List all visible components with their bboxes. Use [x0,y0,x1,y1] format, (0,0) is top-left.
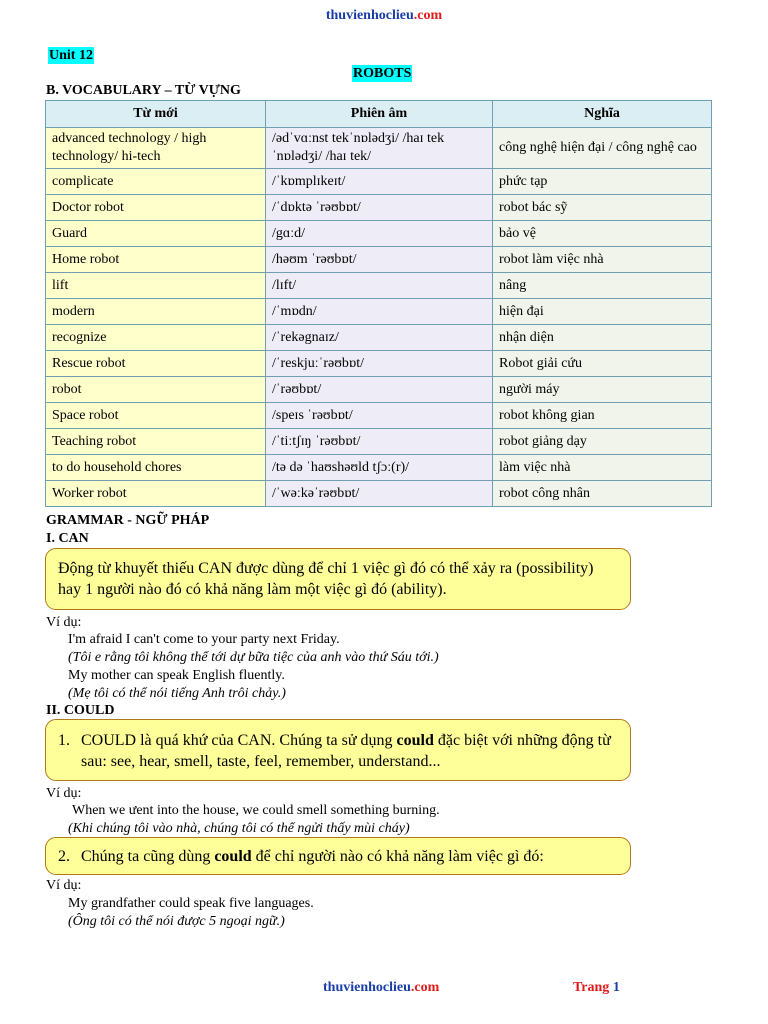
table-row [46,377,712,403]
rule-text: để chỉ người nào có khả năng làm việc gì đó: [251,848,544,865]
phonetic-cell: /ˈtiːtʃɪŋ ˈrəʊbɒt/ [266,429,493,455]
word-cell: lift [46,273,266,299]
phonetic-cell: /ədˈvɑːnst tekˈnɒlədʒi/ /haɪ tek ˈnɒlədʒi/ /haɪ tek/ [266,128,493,169]
page-label: Trang [573,980,613,995]
meaning-cell: robot làm việc nhà [493,247,712,273]
meaning-cell: bảo vệ [493,221,712,247]
word-cell: recognize [46,325,266,351]
meaning-cell: làm việc nhà [493,455,712,481]
phonetic-cell: /ˈwəːkəˈrəʊbɒt/ [266,481,493,507]
word-cell: Guard [46,221,266,247]
meaning-cell: nâng [493,273,712,299]
word-cell: Space robot [46,403,266,429]
page-number [573,980,620,996]
rule-keyword: could [396,732,434,749]
table-row [46,351,712,377]
site-name-part: thuvienhoclieu [323,980,411,995]
table-row [46,169,712,195]
phonetic-cell: /ˈrekəgnaɪz/ [266,325,493,351]
word-cell: advanced technology / high technology/ hi-tech [46,128,266,169]
header-site-name[interactable] [0,8,768,24]
word-cell: complicate [46,169,266,195]
word-cell: to do household chores [46,455,266,481]
table-row [46,247,712,273]
phonetic-cell: /ˈreskjuːˈrəʊbɒt/ [266,351,493,377]
table-header-row [46,101,712,128]
could-rule-box-2 [45,837,631,875]
word-cell: robot [46,377,266,403]
table-row [46,128,712,169]
example-label: Ví dụ: [46,878,82,893]
example-translation: (Mẹ tôi có thể nói tiếng Anh trôi chảy.) [68,686,286,701]
table-row [46,325,712,351]
can-definition-box [45,548,631,610]
word-cell: Doctor robot [46,195,266,221]
vocabulary-table [45,100,712,507]
list-number: 1. [58,732,70,749]
table-row [46,273,712,299]
phonetic-cell: /tə də ˈhaʊshəʊld tʃɔː(r)/ [266,455,493,481]
list-number: 2. [58,848,70,865]
phonetic-cell: /lɪft/ [266,273,493,299]
footer-site-name[interactable] [323,980,439,996]
vocabulary-heading: B. VOCABULARY – TỪ VỰNG [46,83,241,98]
column-header: Phiên âm [266,101,493,128]
word-cell: modern [46,299,266,325]
word-cell: Rescue robot [46,351,266,377]
meaning-cell: người máy [493,377,712,403]
example-label: Ví dụ: [46,786,82,801]
table-row [46,403,712,429]
phonetic-cell: /həʊm ˈrəʊbɒt/ [266,247,493,273]
meaning-cell: hiện đại [493,299,712,325]
meaning-cell: robot không gian [493,403,712,429]
could-rule-box-1 [45,719,631,781]
rule-text: đặc biệt với những động từ sau: see, hear, smell, taste, feel, remember, understand... [81,732,611,770]
rule-keyword: could [214,848,252,865]
site-domain-part: .com [410,980,440,995]
table-row [46,429,712,455]
rule-text: COULD là quá khứ của CAN. Chúng ta sử dụng [81,732,397,749]
page-title: ROBOTS [353,66,412,81]
site-name-part: thuvienhoclieu [325,8,414,23]
table-row [46,455,712,481]
example-translation: (Tôi e rằng tôi không thể tới dự bữa tiệc của anh vào thứ Sáu tới.) [68,650,439,665]
word-cell: Home robot [46,247,266,273]
column-header: Từ mới [46,101,266,128]
example-label: Ví dụ: [46,615,82,630]
phonetic-cell: /ˈmɒdn/ [266,299,493,325]
phonetic-cell: /ˈdɒktə ˈrəʊbɒt/ [266,195,493,221]
table-row [46,195,712,221]
example-sentence: When we ưent into the house, we could smell something burning. [72,803,440,818]
meaning-cell: robot giảng dạy [493,429,712,455]
phonetic-cell: /ˈrəʊbɒt/ [266,377,493,403]
unit-label: Unit 12 [49,48,93,63]
phonetic-cell: /speɪs ˈrəʊbɒt/ [266,403,493,429]
example-translation: (Ông tôi có thể nói được 5 ngoại ngữ.) [68,914,285,929]
word-cell: Worker robot [46,481,266,507]
meaning-cell: công nghệ hiện đại / công nghệ cao [493,128,712,169]
table-row [46,221,712,247]
section-could-heading: II. COULD [46,703,115,718]
table-row [46,481,712,507]
meaning-cell: Robot giải cứu [493,351,712,377]
meaning-cell: robot bác sỹ [493,195,712,221]
phonetic-cell: /ˈkɒmplɪkeɪt/ [266,169,493,195]
page-number-value: 1 [612,980,620,995]
rule-text: Chúng ta cũng dùng [81,848,215,865]
example-sentence: My mother can speak English fluently. [68,668,285,683]
meaning-cell: robot công nhân [493,481,712,507]
grammar-heading: GRAMMAR - NGỮ PHÁP [46,513,210,528]
word-cell: Teaching robot [46,429,266,455]
table-row [46,299,712,325]
site-domain-part: .com [413,8,443,23]
column-header: Nghĩa [493,101,712,128]
phonetic-cell: /gɑːd/ [266,221,493,247]
example-sentence: My grandfather could speak five languages. [68,896,314,911]
example-sentence: I'm afraid I can't come to your party next Friday. [68,632,340,647]
meaning-cell: phức tạp [493,169,712,195]
meaning-cell: nhận diện [493,325,712,351]
example-translation: (Khi chúng tôi vào nhà, chúng tôi có thể ngửi thấy mùi cháy) [68,821,410,836]
can-definition-text: Động từ khuyết thiếu CAN được dùng để chỉ 1 việc gì đó có thể xảy ra (possibility) hay 1 người nào đó có khả năng làm một việc gì đó (ability). [58,560,594,598]
section-can-heading: I. CAN [46,531,89,546]
